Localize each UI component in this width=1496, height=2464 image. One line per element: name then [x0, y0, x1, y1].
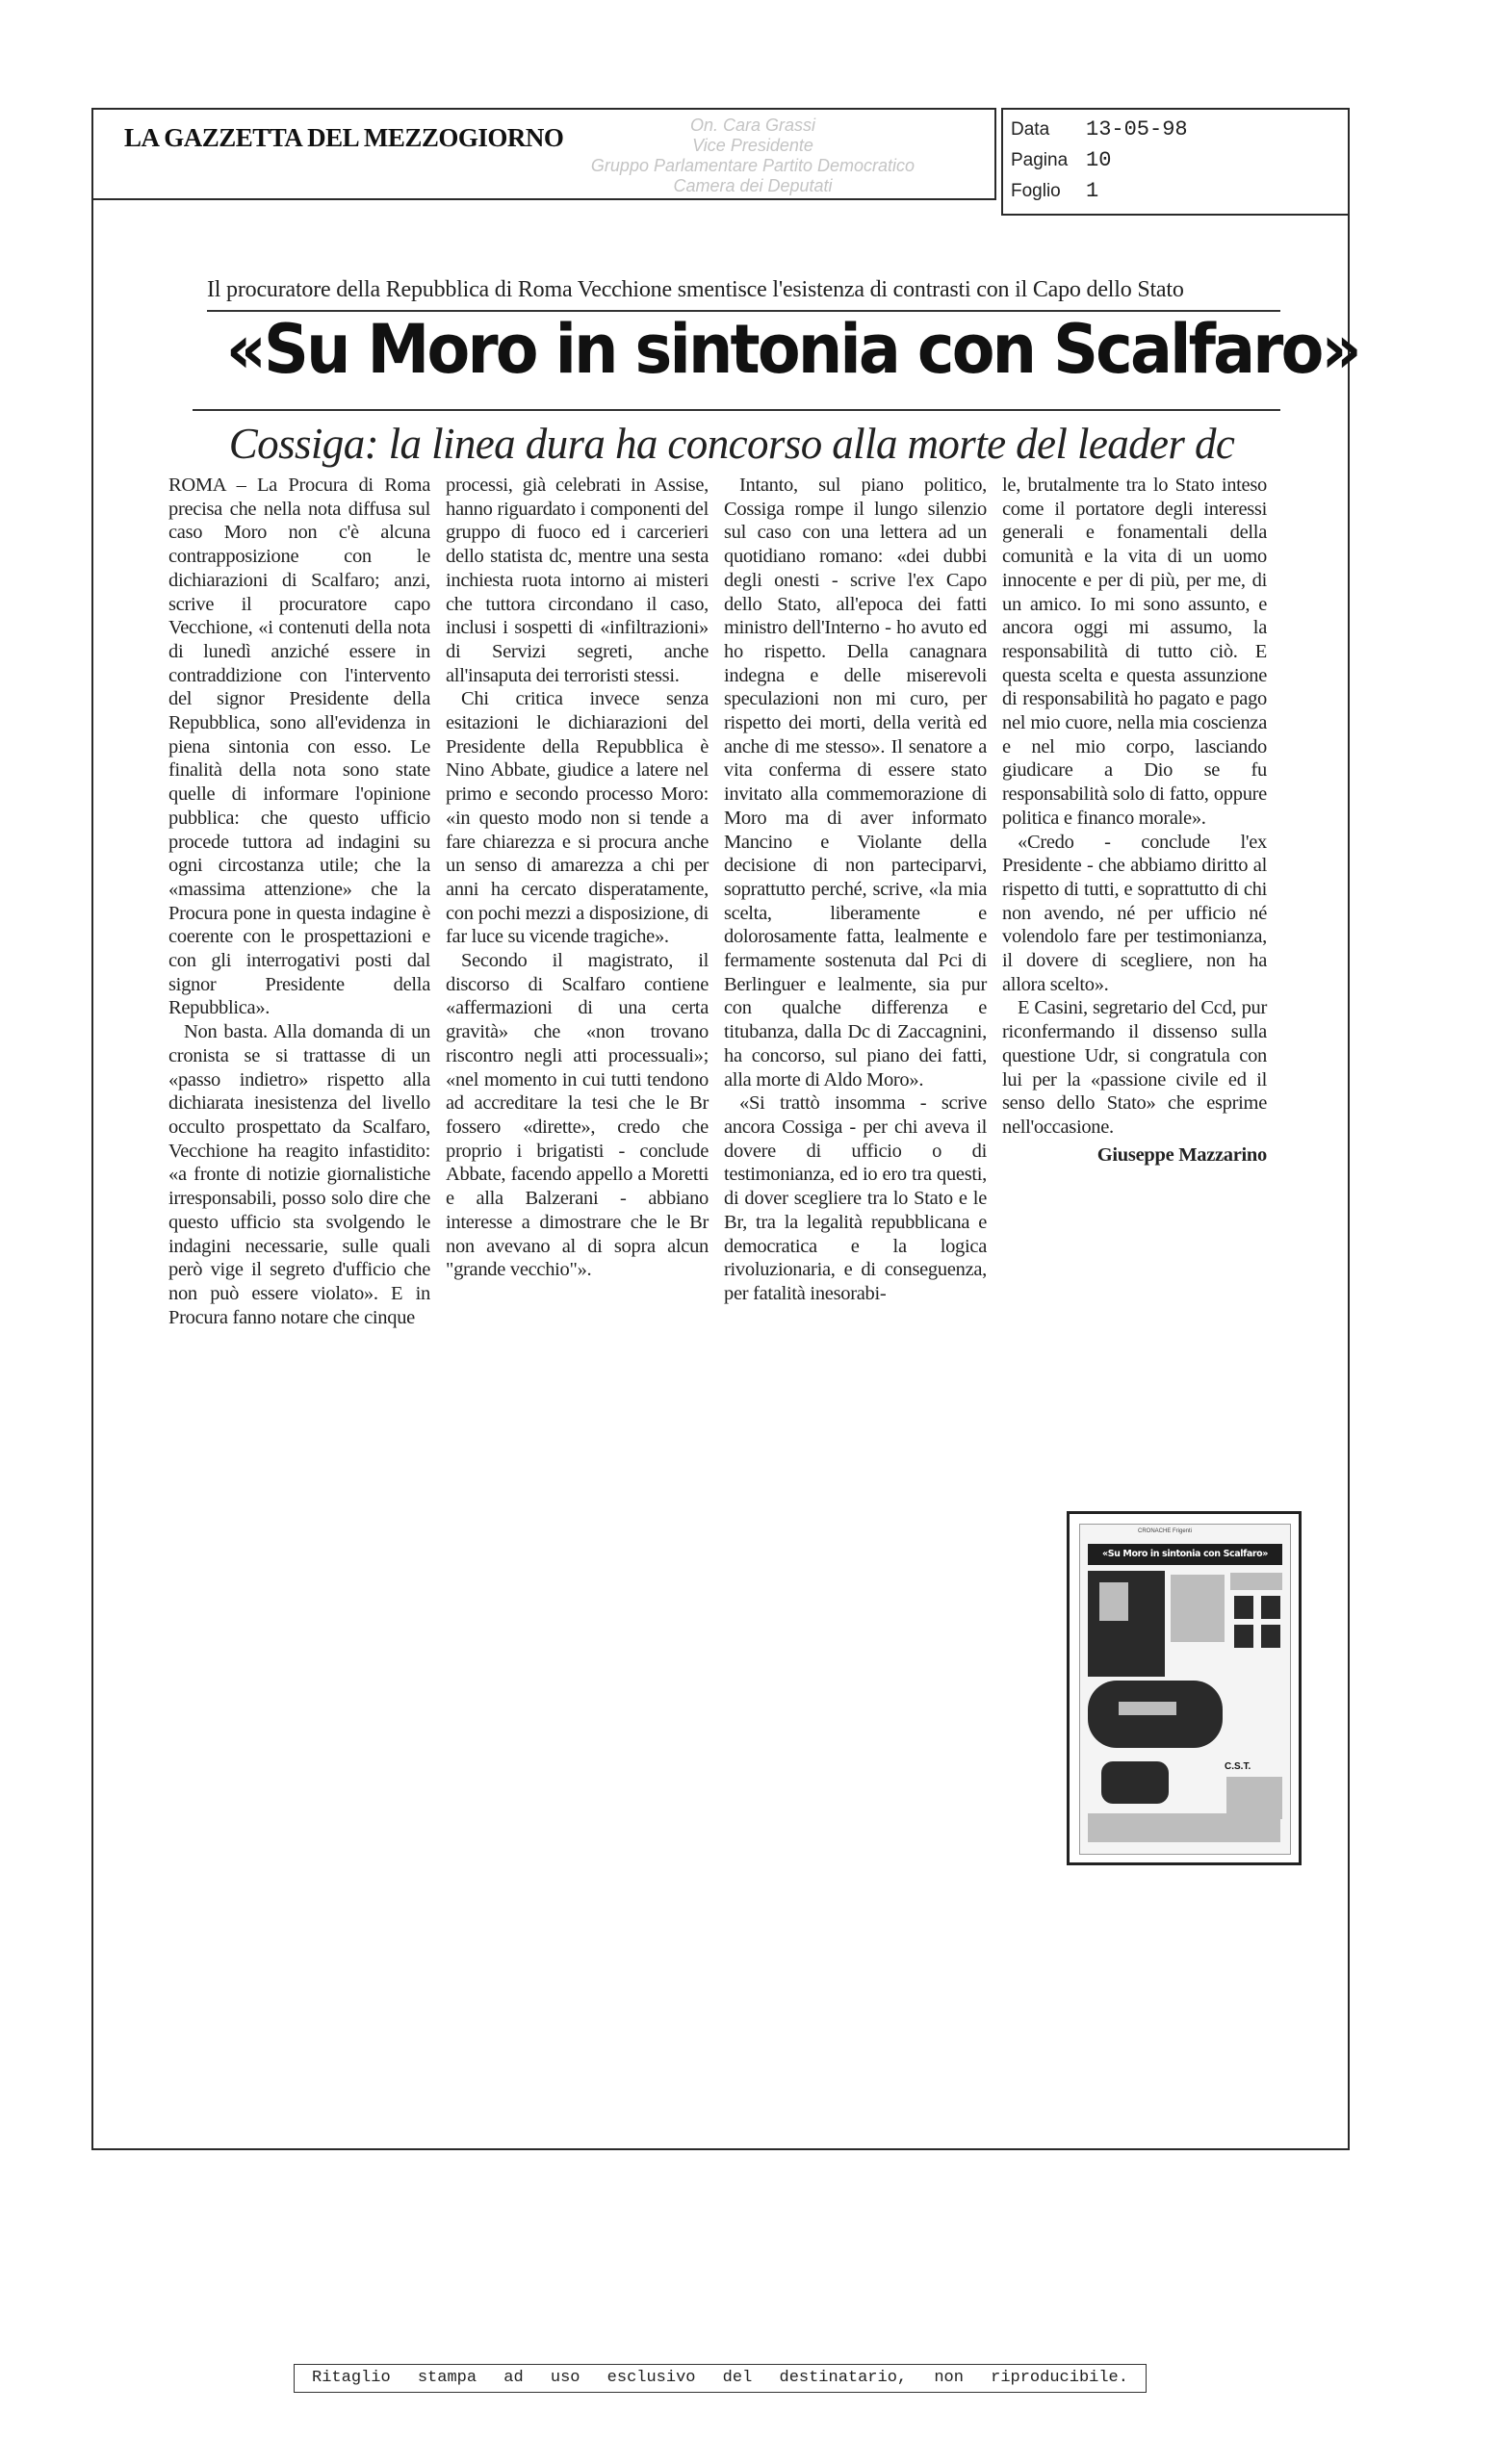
- article-column-1: [168, 474, 430, 1329]
- thumbnail-cst-label: C.S.T.: [1225, 1761, 1251, 1772]
- meta-foglio-label: Foglio: [1011, 181, 1061, 201]
- thumbnail-small-photo: [1234, 1625, 1253, 1648]
- clipping-meta-box: [1001, 108, 1350, 216]
- article-column-3: [724, 474, 987, 1306]
- thumbnail-text-block: [1171, 1575, 1225, 1642]
- thumbnail-page: [1079, 1524, 1291, 1855]
- column-1-paragraph-1: ROMA – La Procura di Roma precisa che nella nota diffusa sul caso Moro non c'è alcuna contrapposizione con le dichiarazioni di Scalfaro; anzi, scrive il procuratore capo Vecchione, «i contenuti della nota di lunedì anziché essere in contraddizione con l'intervento del signor Presidente della Repubblica, sono all'evidenza in piena sintonia con esso. Le finalità della nota sono state quelle di informare l'opinione pubblica: che questo ufficio procede tuttora ad indagini su ogni circostanza utile; che la «massima attenzione» che la Procura pone in questa indagine è coerente con le prospettazioni e con gli interrogativi posti dal signor Presidente della Repubblica».: [168, 475, 430, 1019]
- thumbnail-headline: «Su Moro in sintonia con Scalfaro»: [1088, 1544, 1282, 1565]
- article-column-2: [446, 474, 709, 1282]
- thumbnail-car-illustration: [1101, 1761, 1169, 1804]
- meta-data-value: 13-05-98: [1086, 117, 1188, 141]
- page-thumbnail: [1067, 1511, 1302, 1865]
- meta-data-label: Data: [1011, 119, 1050, 140]
- meta-data-row: [1011, 117, 1188, 141]
- thumbnail-small-photo: [1261, 1625, 1280, 1648]
- meta-pagina-row: [1011, 148, 1111, 172]
- stamp-line: On. Cara Grassi: [689, 116, 816, 135]
- thumbnail-small-photo: [1261, 1596, 1280, 1619]
- thumbnail-text-block: [1088, 1813, 1280, 1842]
- meta-pagina-value: 10: [1086, 148, 1112, 172]
- masthead-box: [91, 108, 996, 200]
- column-3-paragraph-2: «Si trattò insomma - scrive ancora Cossiga - per chi aveva il dovere di ufficio o di testimonianza, ed io ero tra questi, di dover scegliere tra lo Stato e le Br, tra la legalità repubblicana e democratica e la logica rivoluzionaria, e di conseguenza, per fatalità inesorabi-: [724, 1092, 987, 1304]
- thumbnail-small-photo: [1234, 1596, 1253, 1619]
- meta-foglio-row: [1011, 179, 1098, 203]
- article-subhead: Cossiga: la linea dura ha concorso alla morte del leader dc: [228, 420, 1235, 468]
- column-2-paragraph-2: Chi critica invece senza esitazioni le dichiarazioni del Presidente della Repubblica è Nino Abbate, giudice a latere nel primo e secondo processo Moro: «in questo modo non si tende a fare chiarezza e si procura anche un senso di amarezza a chi per anni ha cercato disperatamente, con pochi mezzi a disposizione, di far luce su vicende tragiche».: [446, 688, 709, 948]
- meta-pagina-label: Pagina: [1011, 150, 1069, 170]
- thumbnail-portrait: [1099, 1582, 1128, 1621]
- column-4-paragraph-1: le, brutalmente tra lo Stato inteso come il portatore degli interessi generali e fonamentali della comunità e la vita di un uomo innocente e per di più, per me, di un amico. Io mi sono assunto, e ancora oggi mi assumo, la responsabilità di tutto ciò. E questa scelta e questa assunzione di responsabilità ho pagato e pago nel mio cuore, nella mia coscienza e nel mio corpo, lasciando giudicare a Dio se fu responsabilità solo di fatto, oppure politica e financo morale».: [1002, 475, 1267, 829]
- newspaper-masthead: LA GAZZETTA DEL MEZZOGIORNO: [124, 123, 564, 152]
- thumbnail-illustration-detail: [1119, 1702, 1176, 1715]
- headline-rule: [193, 409, 1280, 411]
- column-3-paragraph-1: Intanto, sul piano politico, Cossiga rompe il lungo silenzio sul caso con una lettera ad un quotidiano romano: «dei dubbi degli onesti - scrive l'ex Capo dello Stato, all'epoca dei fatti ministro dell'Interno - ho avuto ed ho rispetto. Della canagnara indegna e delle miserevoli speculazioni non mi curo, per rispetto dei morti, della verità ed anche di me stesso». Il senatore a vita conferma di essere stato invitato alla commemorazione di Moro ma di aver informato Mancino e Violante della decisione di non parteciparvi, soprattutto perché, scrive, «la mia scelta, liberamente e dolorosamente fatta, lealmente e fermamente sostenuta dal Pci di Berlinguer e lealmente, sia pur con qualche differenza e titubanza, dalla Dc di Zaccagnini, ha concorso, sul piano dei fatti, alla morte di Aldo Moro».: [724, 475, 987, 1091]
- author-signature: Giuseppe Mazzarino: [1096, 1143, 1267, 1166]
- column-4-paragraph-2: «Credo - conclude l'ex Presidente - che abbiamo diritto al rispetto di tutti, e soprattutto di chi non avendo, né per ufficio né volendolo fare per testimonianza, il dovere di scegliere, non ha allora scelto».: [1002, 831, 1267, 995]
- column-2-paragraph-3: Secondo il magistrato, il discorso di Scalfaro contiene «affermazioni di una certa gravità» che «non trovano riscontro negli atti processuali»; «nel momento in cui tutti tendono ad accreditare la tesi che le Br fossero «dirette», credo che proprio i brigatisti - conclude Abbate, facendo appello a Moretti e alla Balzerani - abbiano interesse a dimostrare che le Br non avevano al di sopra alcun "grande vecchio"».: [446, 950, 709, 1281]
- thumbnail-section-label: CRONACHE Frigenti: [1138, 1528, 1193, 1534]
- clipping-footer-box: [294, 2364, 1147, 2393]
- article-column-4: [1002, 474, 1267, 1167]
- office-stamp: [551, 116, 955, 196]
- stamp-line: Vice Presidente: [692, 136, 813, 155]
- column-4-paragraph-3: E Casini, segretario del Ccd, pur riconfermando il dissenso sulla questione Udr, si congratula con lui per la «passione civile ed il senso dello Stato» che esprime nell'occasione.: [1002, 997, 1267, 1138]
- meta-foglio-value: 1: [1086, 179, 1099, 203]
- stamp-line: Gruppo Parlamentare Partito Democratico: [590, 156, 916, 175]
- thumbnail-text-block: [1230, 1573, 1282, 1590]
- article-headline: «Su Moro in sintonia con Scalfaro»: [225, 310, 1359, 389]
- column-1-paragraph-2: Non basta. Alla domanda di un cronista se si trattasse di un «passo indietro» rispetto alla dichiarata inesistenza del livello occulto prospettato da Scalfaro, Vecchione ha reagito infastidito: «a fronte di notizie giornalistiche irresponsabili, posso solo dire che questo ufficio sta svolgendo le indagini necessarie, sulle quali però vige il segreto d'ufficio che non può essere violato». E in Procura fanno notare che cinque: [168, 1021, 430, 1328]
- stamp-line: Camera dei Deputati: [673, 176, 833, 195]
- article-kicker: Il procuratore della Repubblica di Roma Vecchione smentisce l'esistenza di contrasti con il Capo dello Stato: [207, 277, 1184, 302]
- clipping-footer-notice: Ritaglio stampa ad uso esclusivo del destinatario, non riproducibile.: [312, 2369, 1128, 2387]
- column-2-paragraph-1: processi, già celebrati in Assise, hanno riguardato i componenti del gruppo di fuoco ed i carcerieri dello statista dc, mentre una sesta inchiesta ruota intorno ai misteri che tuttora circondano il caso, inclusi i sospetti di «infiltrazioni» di Servizi segreti, anche all'insaputa dei terroristi stessi.: [446, 475, 709, 686]
- frame-connector: [91, 200, 1001, 216]
